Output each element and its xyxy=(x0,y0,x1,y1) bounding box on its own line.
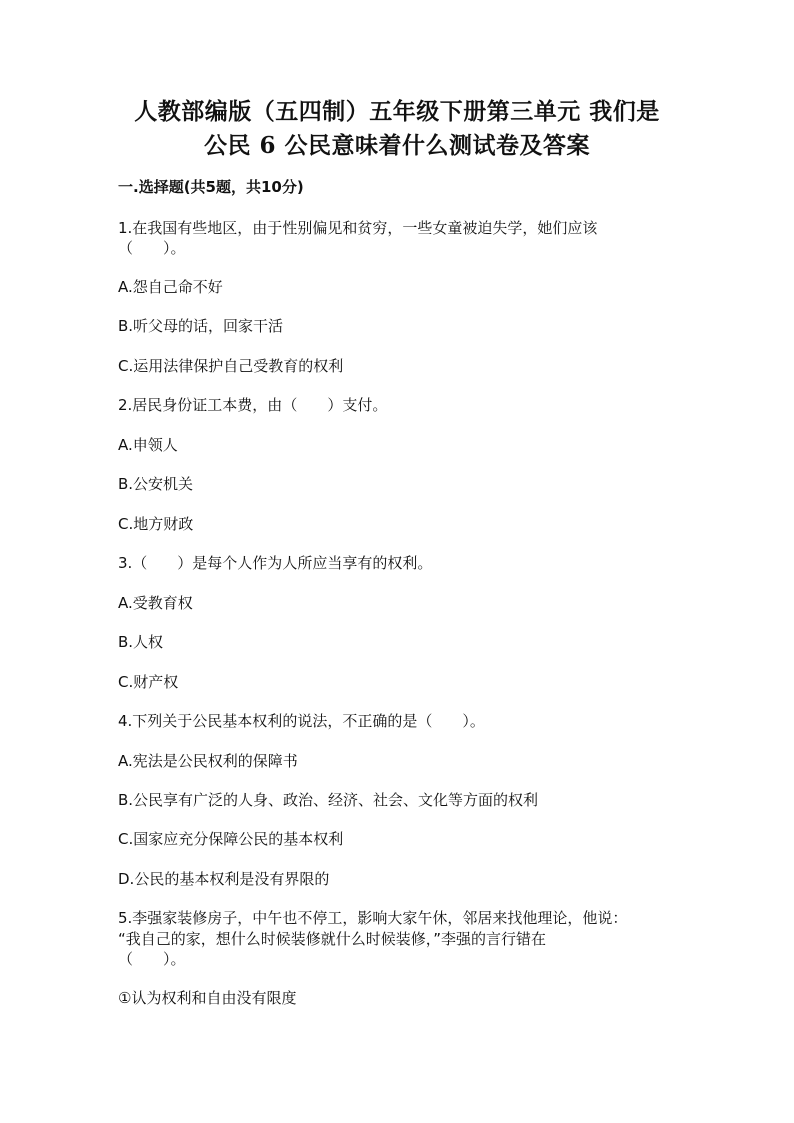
question-1-option-a: A.怨自己命不好 xyxy=(118,278,223,296)
question-4-option-c: C.国家应充分保障公民的基本权利 xyxy=(118,830,344,848)
question-2-option-b: B.公安机关 xyxy=(118,475,194,493)
question-3-option-c: C.财产权 xyxy=(118,673,179,691)
question-4-stem: 4.下列关于公民基本权利的说法，不正确的是（ ）。 xyxy=(118,712,485,730)
question-3-stem: 3.（ ）是每个人作为人所应当享有的权利。 xyxy=(118,554,433,572)
question-4-option-d: D.公民的基本权利是没有界限的 xyxy=(118,870,330,888)
exam-title-line-2: 公民 6 公民意味着什么测试卷及答案 xyxy=(203,132,591,159)
question-1-stem-line-2: （ ）。 xyxy=(118,239,186,257)
section-heading: 一.选择题(共5题，共10分) xyxy=(118,178,304,196)
question-2-option-a: A.申领人 xyxy=(118,436,178,454)
question-3-option-b: B.人权 xyxy=(118,633,164,651)
question-1-option-c: C.运用法律保护自己受教育的权利 xyxy=(118,357,344,375)
question-1-stem-line-1: 1.在我国有些地区，由于性别偏见和贫穷，一些女童被迫失学，她们应该 xyxy=(118,219,598,237)
question-2-option-c: C.地方财政 xyxy=(118,515,194,533)
question-5-stem-line-3: （ ）。 xyxy=(118,950,186,968)
question-5-stem-line-1: 5.李强家装修房子，中午也不停工，影响大家午休，邻居来找他理论，他说： xyxy=(118,909,628,927)
question-3-option-a: A.受教育权 xyxy=(118,594,193,612)
question-2-stem: 2.居民身份证工本费，由（ ）支付。 xyxy=(118,396,388,414)
question-4-option-a: A.宪法是公民权利的保障书 xyxy=(118,752,298,770)
question-5-option-1: ①认为权利和自由没有限度 xyxy=(118,989,297,1007)
question-4-option-b: B.公民享有广泛的人身、政治、经济、社会、文化等方面的权利 xyxy=(118,791,539,809)
exam-title-line-1: 人教部编版（五四制）五年级下册第三单元 我们是 xyxy=(134,98,660,125)
question-1-option-b: B.听父母的话，回家干活 xyxy=(118,317,284,335)
question-5-stem-line-2: “我自己的家，想什么时候装修就什么时候装修，”李强的言行错在 xyxy=(118,930,547,948)
